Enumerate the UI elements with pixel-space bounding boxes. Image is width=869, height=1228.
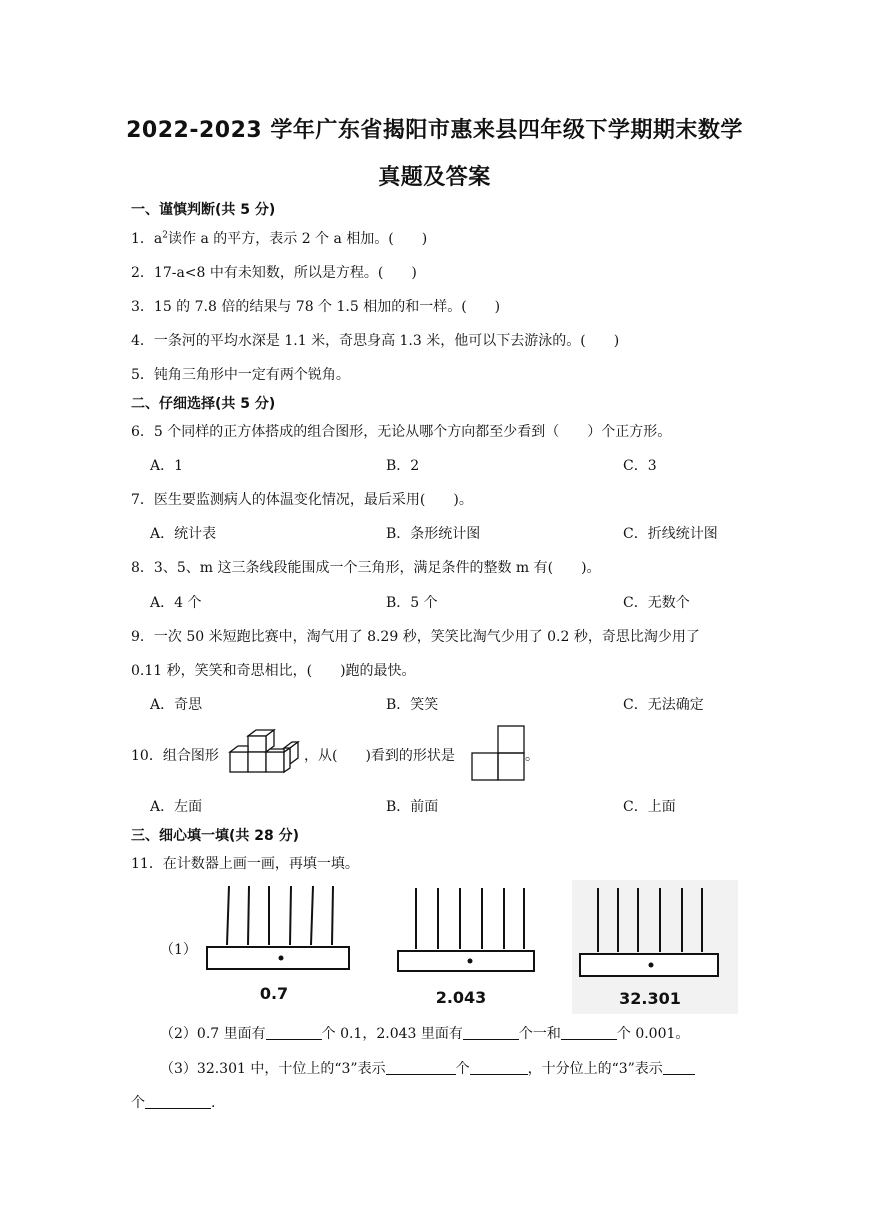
answer-blank[interactable] (470, 1060, 528, 1075)
question-4: 4．一条河的平均水深是 1.1 米，奇思身高 1.3 米，他可以下去游泳的。( ) (131, 333, 620, 349)
section-heading-judgement: 一、谨慎判断(共 5 分) (131, 202, 276, 218)
question-9-option-a: A．奇思 (150, 697, 203, 713)
question-11-sub-3-text-a: （3）32.301 中，十位上的“3”表示 (160, 1061, 386, 1077)
question-11-sub-3-text-d: 个 (131, 1095, 145, 1111)
question-11-sub-1-label: （1） (160, 942, 197, 958)
section-heading-fill-in: 三、细心填一填(共 28 分) (131, 828, 300, 844)
abacus-counter-1 (205, 885, 353, 973)
question-9-option-b: B．笑笑 (386, 697, 439, 713)
section-heading-choice: 二、仔细选择(共 5 分) (131, 396, 276, 412)
abacus-label-1: 0.7 (259, 984, 289, 1003)
answer-blank[interactable] (463, 1025, 519, 1040)
question-6-option-b: B．2 (386, 458, 420, 474)
question-7-option-a: A．统计表 (150, 526, 217, 542)
question-9-option-c: C．无法确定 (623, 697, 704, 713)
question-10-option-c: C．上面 (623, 799, 676, 815)
question-8-option-b: B．5 个 (386, 595, 438, 611)
cube-composite-figure-icon (226, 728, 302, 778)
question-11-sub-2-text-a: （2）0.7 里面有 (160, 1026, 266, 1042)
question-10-option-a: A．左面 (150, 799, 203, 815)
question-7-option-c: C．折线统计图 (623, 526, 718, 542)
question-5: 5．钝角三角形中一定有两个锐角。 (131, 367, 350, 383)
answer-blank[interactable] (561, 1025, 617, 1040)
question-7: 7．医生要监测病人的体温变化情况，最后采用( )。 (131, 492, 473, 508)
answer-blank[interactable] (386, 1060, 456, 1075)
question-1-exponent: 2 (162, 230, 168, 241)
question-6-option-a: A．1 (150, 458, 184, 474)
view-shape-grid-icon (471, 725, 527, 781)
question-10-pre: 10．组合图形 (131, 748, 219, 764)
question-11-sub-3-line-2 (131, 1092, 215, 1112)
question-8: 8．3、5、m 这三条线段能围成一个三角形，满足条件的整数 m 有( )。 (131, 560, 601, 576)
question-11-sub-2-text-b: 个 0.1，2.043 里面有 (321, 1026, 463, 1042)
question-8-option-c: C．无数个 (623, 595, 690, 611)
question-1-post: 读作 a 的平方，表示 2 个 a 相加。( ) (168, 231, 428, 247)
title-line-1: 2022-2023 学年广东省揭阳市惠来县四年级下学期期末数学 (126, 118, 743, 143)
question-1 (131, 228, 427, 248)
abacus-label-2: 2.043 (435, 988, 487, 1007)
question-2: 2．17-a<8 中有未知数，所以是方程。( ) (131, 265, 417, 281)
question-10-mid: ，从( )看到的形状是 (304, 748, 455, 764)
answer-blank[interactable] (266, 1025, 322, 1040)
question-11-sub-3-text-b: 个 (455, 1061, 470, 1077)
question-1-pre: 1．a (131, 231, 163, 247)
question-11-sub-2-text-c: 个一和 (518, 1026, 561, 1042)
question-6-option-c: C．3 (623, 458, 657, 474)
abacus-label-3: 32.301 (619, 989, 681, 1008)
question-9-line-2: 0.11 秒，笑笑和奇思相比，( )跑的最快。 (131, 663, 416, 679)
question-10-post: 。 (525, 748, 539, 764)
abacus-counter-2 (396, 887, 538, 975)
question-7-option-b: B．条形统计图 (386, 526, 481, 542)
question-3: 3．15 的 7.8 倍的结果与 78 个 1.5 相加的和一样。( ) (131, 299, 501, 315)
question-11-sub-3-text-c: ，十分位上的“3”表示 (527, 1061, 663, 1077)
question-11-sub-3-text-e: . (211, 1095, 216, 1111)
answer-blank[interactable] (145, 1094, 211, 1109)
question-9-line-1: 9．一次 50 米短跑比赛中，淘气用了 8.29 秒，笑笑比淘气少用了 0.2 秒，奇思比淘少用了 (131, 629, 700, 645)
question-11-sub-3-line-1 (160, 1058, 695, 1078)
title-line-2: 真题及答案 (378, 165, 491, 190)
question-11-sub-2-text-d: 个 0.001。 (616, 1026, 690, 1042)
question-10-option-b: B．前面 (386, 799, 439, 815)
question-6: 6．5 个同样的正方体搭成的组合图形，无论从哪个方向都至少看到（ ）个正方形。 (131, 424, 672, 440)
question-8-option-a: A．4 个 (150, 595, 202, 611)
answer-blank[interactable] (663, 1060, 695, 1075)
question-11: 11．在计数器上画一画，再填一填。 (131, 856, 359, 872)
question-11-sub-2 (160, 1023, 689, 1043)
